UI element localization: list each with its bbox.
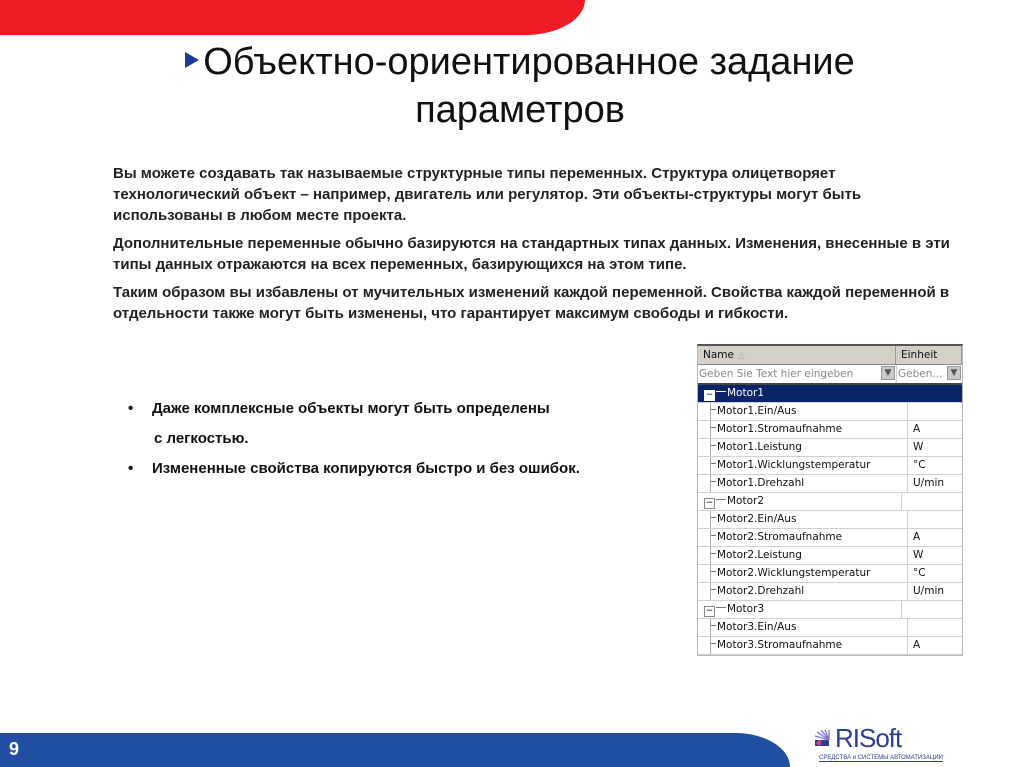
arrow-bullet-icon (185, 52, 199, 68)
paragraph: Вы можете создавать так называемые структурные типы переменных. Структура олицетворяет технологический объект – например, двигатель или регулятор. Эти объекты-структуры могут быть использованы в любом месте проекта. (113, 165, 862, 224)
column-header-name[interactable]: Name △ (698, 346, 896, 364)
variable-name: Motor2.Stromaufnahme (717, 531, 843, 543)
column-header-unit[interactable]: Einheit (896, 346, 962, 364)
variable-name: Motor3 (727, 603, 765, 615)
tree-group-row[interactable] (698, 385, 962, 403)
tree-line-vertical (710, 475, 711, 492)
unit-filter-input[interactable]: Geben... ▼ (897, 365, 962, 383)
unit-cell (902, 601, 962, 618)
table-row[interactable] (698, 403, 962, 421)
table-row[interactable] (698, 565, 962, 583)
top-red-banner (0, 0, 585, 35)
variable-name: Motor1 (727, 387, 765, 399)
collapse-icon[interactable]: − (705, 498, 714, 508)
name-cell (698, 475, 908, 492)
variable-name: Motor1.Ein/Aus (717, 405, 797, 417)
variable-name: Motor2.Wicklungstemperatur (717, 567, 871, 579)
paragraph: Таким образом вы избавлены от мучительных изменений каждой переменной. Свойства каждой переменной в отдельности также могут быть изменены, что гарантирует максимум свободы и гибкости. (113, 284, 950, 322)
collapse-icon[interactable]: − (705, 606, 714, 616)
tree-line-vertical (710, 637, 711, 654)
variable-name: Motor2.Ein/Aus (717, 513, 797, 525)
table-row[interactable] (698, 637, 962, 655)
bullet-list (128, 398, 648, 488)
name-cell (698, 403, 908, 420)
logo-subtitle: СРЕДСТВА и СИСТЕМЫ АВТОМАТИЗАЦИИ (819, 755, 943, 761)
unit-cell (902, 493, 962, 510)
unit-cell: A (913, 639, 921, 651)
table-row[interactable] (698, 511, 962, 529)
name-cell (698, 457, 908, 474)
name-cell (698, 565, 908, 582)
variable-name: Motor1.Drehzahl (717, 477, 805, 489)
collapse-icon[interactable]: − (705, 390, 714, 400)
filter-row (698, 365, 962, 385)
paragraph: Дополнительные переменные обычно базируются на стандартных типах данных. Изменения, внесенные в эти типы данных отражаются на всех переменных, базирующихся на этом типе. (113, 235, 950, 273)
tree-line-vertical (710, 457, 711, 474)
name-cell (698, 547, 908, 564)
table-row[interactable] (698, 457, 962, 475)
sort-ascending-icon: △ (737, 351, 745, 361)
tree-line-vertical (710, 583, 711, 600)
page-number: 9 (9, 739, 20, 759)
unit-cell (902, 385, 962, 402)
body-text (113, 163, 953, 331)
risoft-logo (815, 723, 945, 767)
tree-connector (716, 499, 726, 500)
table-row[interactable] (698, 529, 962, 547)
name-filter-input[interactable]: Geben Sie Text hier eingeben ▼ (698, 365, 897, 383)
unit-cell: °C (913, 567, 926, 579)
tree-line-vertical (710, 511, 711, 528)
name-cell (698, 385, 902, 402)
bullet-item: • Измененные свойства копируются быстро и без ошибок. (128, 458, 648, 479)
tree-line-vertical (710, 403, 711, 420)
logo-sunburst-icon (815, 730, 833, 748)
name-cell (698, 619, 908, 636)
variables-grid (697, 344, 963, 656)
tree-connector (716, 607, 726, 608)
unit-cell (908, 619, 962, 636)
name-cell (698, 511, 908, 528)
unit-cell: W (913, 549, 924, 561)
tree-group-row[interactable] (698, 493, 962, 511)
name-cell (698, 439, 908, 456)
unit-cell: U/min (913, 477, 945, 489)
grid-header (698, 346, 962, 365)
name-cell (698, 637, 908, 654)
table-row[interactable] (698, 475, 962, 493)
tree-line-vertical (710, 439, 711, 456)
footer-blue-bar (0, 733, 790, 767)
tree-line-vertical (710, 529, 711, 546)
variable-name: Motor2.Leistung (717, 549, 802, 561)
table-row[interactable] (698, 421, 962, 439)
filter-icon[interactable]: ▼ (947, 366, 961, 380)
grid-body (698, 385, 962, 655)
unit-cell: W (913, 441, 924, 453)
filter-icon[interactable]: ▼ (881, 366, 895, 380)
tree-line-vertical (710, 565, 711, 582)
unit-cell (908, 511, 962, 528)
tree-line-vertical (710, 547, 711, 564)
slide-title (150, 38, 890, 134)
unit-cell (908, 403, 962, 420)
tree-line-vertical (710, 421, 711, 438)
name-cell (698, 601, 902, 618)
name-cell (698, 529, 908, 546)
variable-name: Motor2 (727, 495, 765, 507)
variable-name: Motor1.Stromaufnahme (717, 423, 843, 435)
variable-name: Motor1.Wicklungstemperatur (717, 459, 871, 471)
table-row[interactable] (698, 547, 962, 565)
unit-cell: U/min (913, 585, 945, 597)
logo-text: RISoft (835, 723, 902, 753)
variable-name: Motor1.Leistung (717, 441, 802, 453)
name-cell (698, 421, 908, 438)
unit-cell: A (913, 423, 921, 435)
bullet-item: • Даже комплексные объекты могут быть определены с легкостью. (128, 398, 648, 449)
title-line-2: параметров (415, 89, 625, 131)
unit-cell: A (913, 531, 921, 543)
variable-name: Motor3.Ein/Aus (717, 621, 797, 633)
variable-name: Motor2.Drehzahl (717, 585, 805, 597)
tree-group-row[interactable] (698, 601, 962, 619)
name-cell (698, 493, 902, 510)
table-row[interactable] (698, 583, 962, 601)
table-row[interactable] (698, 439, 962, 457)
table-row[interactable] (698, 619, 962, 637)
name-cell (698, 583, 908, 600)
tree-connector (716, 391, 726, 392)
tree-line-vertical (710, 619, 711, 636)
title-line-1: Объектно-ориентированное задание (203, 41, 855, 83)
variable-name: Motor3.Stromaufnahme (717, 639, 843, 651)
unit-cell: °C (913, 459, 926, 471)
